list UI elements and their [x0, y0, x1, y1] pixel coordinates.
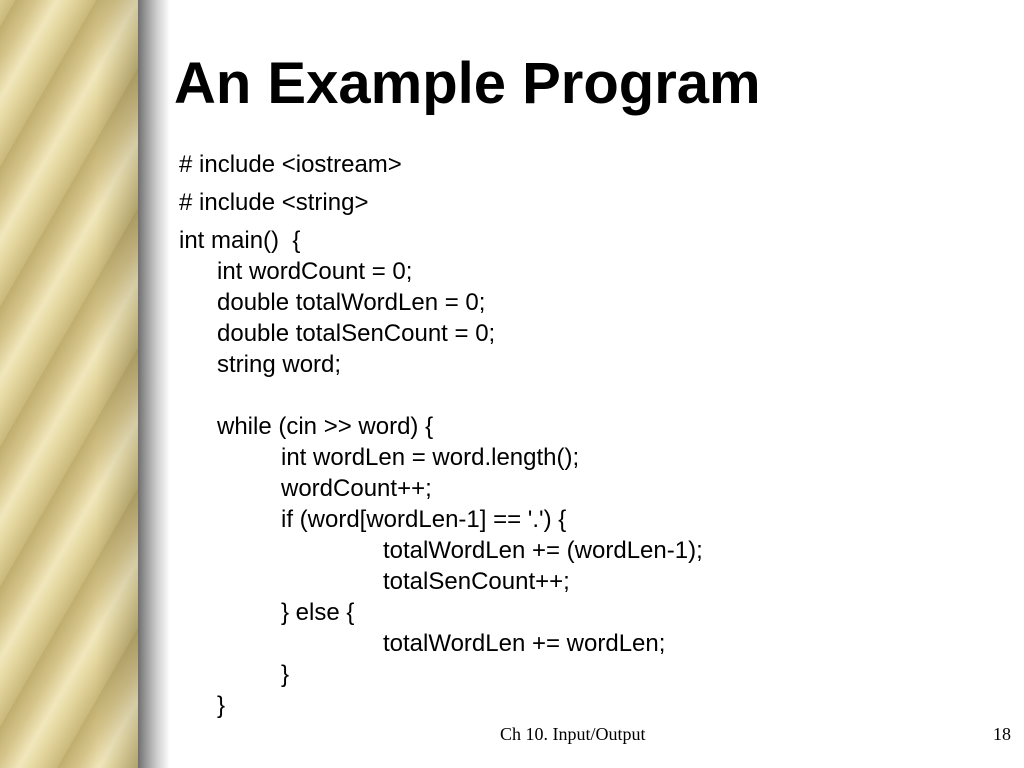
code-line-sen-count-increment: totalSenCount++; [383, 568, 570, 595]
code-line-while-loop: while (cin >> word) { [217, 413, 434, 440]
code-line-close-if: } [281, 661, 290, 688]
code-line-main-signature: int main() { [179, 227, 301, 254]
side-band-shadow [138, 0, 170, 768]
code-line-include-string: # include <string> [179, 189, 369, 216]
code-line-close-while: } [217, 692, 226, 719]
code-line-word-len-decl: int wordLen = word.length(); [281, 444, 580, 471]
code-listing [179, 149, 999, 721]
decorative-side-band [0, 0, 138, 768]
code-line-word-count-decl: int wordCount = 0; [217, 258, 413, 285]
code-line-add-word-len-minus-one: totalWordLen += (wordLen-1); [383, 537, 703, 564]
code-line-word-count-increment: wordCount++; [281, 475, 432, 502]
code-line-if-period: if (word[wordLen-1] == '.') { [281, 506, 567, 533]
code-line-include-iostream: # include <iostream> [179, 151, 402, 178]
code-line-add-word-len: totalWordLen += wordLen; [383, 630, 666, 657]
code-line-blank [179, 380, 999, 411]
footer-chapter-label: Ch 10. Input/Output [500, 724, 646, 744]
code-line-total-word-len-decl: double totalWordLen = 0; [217, 289, 486, 316]
code-line-word-decl: string word; [217, 351, 342, 378]
footer-page-number: 18 [993, 724, 1011, 744]
code-line-else: } else { [281, 599, 355, 626]
slide-title: An Example Program [174, 51, 761, 116]
code-line-total-sen-count-decl: double totalSenCount = 0; [217, 320, 496, 347]
